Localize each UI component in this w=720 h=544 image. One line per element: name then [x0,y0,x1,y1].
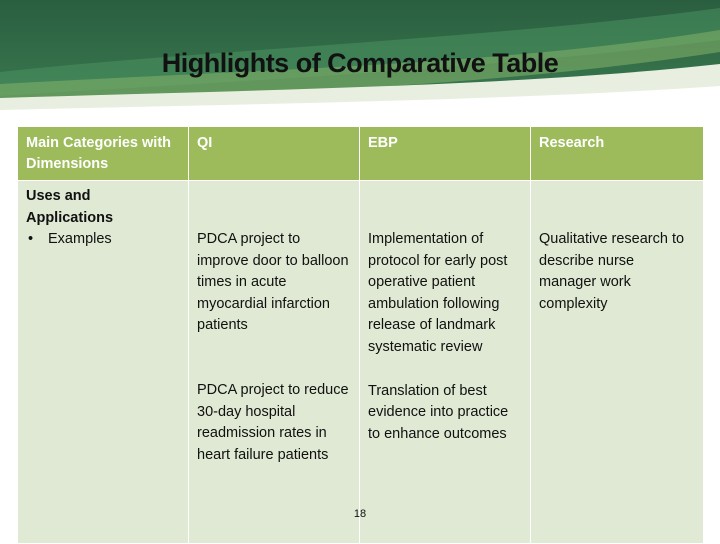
category-cell [18,181,189,544]
ebp-cell [360,181,531,544]
table-row [18,181,704,544]
qi-example-1: PDCA project to improve door to balloon times in acute myocardial infarction patients [197,231,349,334]
page-number: 18 [353,508,367,520]
qi-example-2: PDCA project to reduce 30-day hospital readmission rates in heart failure patients [197,381,349,463]
header-qi: QI [189,127,360,181]
slide-title: Highlights of Comparative Table [161,48,559,78]
header-research: Research [531,127,704,181]
comparative-table [17,126,704,544]
header-ebp: EBP [360,127,531,181]
bullet-item [26,229,180,251]
header-main-categories: Main Categories with Dimensions [18,127,189,181]
table-header-row [18,127,704,181]
research-example-1: Qualitative research to describe nurse manager work complexity [539,231,685,312]
ebp-example-2: Translation of best evidence into practice to enhance outcomes [368,382,509,442]
bullet-symbol: • [28,231,34,248]
category-title: Uses and Applications [26,188,114,226]
research-cell [531,181,704,544]
qi-cell [189,181,360,544]
ebp-example-1: Implementation of protocol for early post operative patient ambulation following release of landmark systematic review [368,231,508,355]
bullet-text: Examples [48,231,112,248]
